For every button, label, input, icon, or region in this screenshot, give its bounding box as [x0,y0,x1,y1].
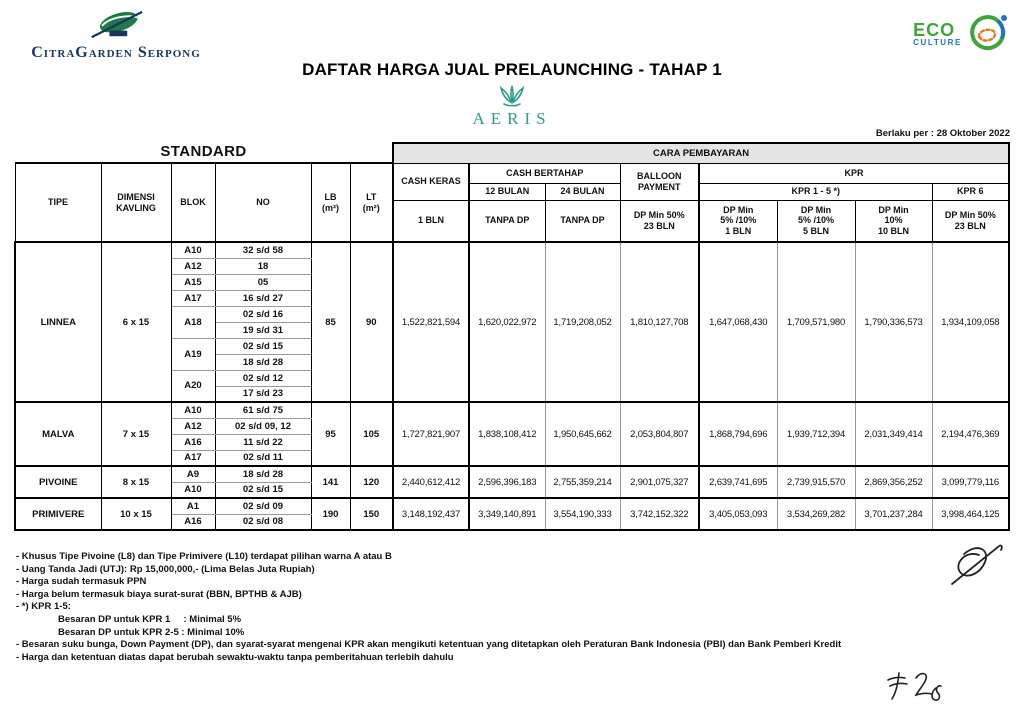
aeris-logo [0,84,1024,129]
no-cell: 02 s/d 08 [215,514,311,530]
lb-cell: 85 [311,242,350,402]
table-row [15,402,1009,418]
culture-wordmark: CULTURE [913,38,962,47]
footer-notes [16,551,1006,664]
lb-cell: 190 [311,498,350,530]
price-cell: 3,349,140,891 [469,498,545,530]
blok-cell: A10 [171,402,215,418]
note-line: - Harga belum termasuk biaya surat-surat (BBN, BPTHB & AJB) [16,588,302,600]
blok-cell: A16 [171,514,215,530]
price-cell: 2,869,356,252 [855,466,932,498]
blok-cell: A15 [171,274,215,290]
no-cell: 02 s/d 11 [215,450,311,466]
col-header-tipe: TIPE [15,163,101,242]
price-cell: 3,148,192,437 [393,498,469,530]
col-header-dp-kpr-1bln: DP Min 5% /10% 1 BLN [699,200,777,242]
no-cell: 18 s/d 28 [215,354,311,370]
tier-name-cell: MALVA [15,402,101,466]
price-cell: 3,099,779,116 [932,466,1009,498]
no-cell: 11 s/d 22 [215,434,311,450]
blok-cell: A10 [171,482,215,498]
price-cell: 1,950,645,662 [545,402,620,466]
signature-mark [948,540,1006,592]
eco-wordmark: ECO [913,20,956,40]
blok-cell: A16 [171,434,215,450]
note-line: - Harga dan ketentuan diatas dapat berubah sewaktu-waktu tanpa pemberitahuan terlebih dahulu [16,651,454,663]
aeris-leaf-icon [497,84,527,108]
no-cell: 18 [215,258,311,274]
tier-name-cell: PIVOINE [15,466,101,498]
no-cell: 02 s/d 16 [215,306,311,322]
blok-cell: A18 [171,306,215,338]
no-cell: 02 s/d 15 [215,482,311,498]
price-cell: 2,639,741,695 [699,466,777,498]
col-header-24-bulan: 24 BULAN [545,183,620,200]
note-line: - Harga sudah termasuk PPN [16,576,147,588]
lt-cell: 150 [350,498,393,530]
cara-pembayaran-header: CARA PEMBAYARAN [393,143,1009,163]
price-cell: 2,901,075,327 [620,466,699,498]
col-header-1-bln: 1 BLN [393,200,469,242]
blok-cell: A12 [171,258,215,274]
no-cell: 02 s/d 09 [215,498,311,514]
blok-cell: A9 [171,466,215,482]
price-cell: 3,405,053,093 [699,498,777,530]
col-header-dp-kpr-5bln: DP Min 5% /10% 5 BLN [777,200,855,242]
price-cell: 1,522,821,594 [393,242,469,402]
no-cell: 05 [215,274,311,290]
table-row [15,466,1009,482]
no-cell: 02 s/d 15 [215,338,311,354]
blok-cell: A17 [171,450,215,466]
price-cell: 2,739,915,570 [777,466,855,498]
col-header-dp-kpr6: DP Min 50% 23 BLN [932,200,1009,242]
price-cell: 2,194,476,369 [932,402,1009,466]
price-cell: 1,790,336,573 [855,242,932,402]
col-header-tanpa-dp-24: TANPA DP [545,200,620,242]
citragarden-logo [16,6,216,62]
valid-date-label: Berlaku per : 28 Oktober 2022 [875,128,1010,139]
note-line: Besaran DP untuk KPR 1 : Minimal 5% [58,613,242,625]
col-header-cash-keras: CASH KERAS [393,163,469,200]
price-cell: 3,701,237,284 [855,498,932,530]
no-cell: 32 s/d 58 [215,242,311,258]
lt-cell: 120 [350,466,393,498]
col-header-12-bulan: 12 BULAN [469,183,545,200]
price-cell: 1,939,712,394 [777,402,855,466]
lt-cell: 90 [350,242,393,402]
table-row [15,242,1009,258]
table-row [15,498,1009,514]
no-cell: 16 s/d 27 [215,290,311,306]
note-line: - Besaran suku bunga, Down Payment (DP), dan syarat-syarat mengenai KPR akan mengikuti ketentuan yang ditetapkan oleh Peraturan Bank Indonesia (PBI) dan Bank Pemberi Kredit [16,639,842,651]
no-cell: 02 s/d 09, 12 [215,418,311,434]
price-cell: 1,719,208,052 [545,242,620,402]
tier-name-cell: PRIMIVERE [15,498,101,530]
price-cell: 1,620,022,972 [469,242,545,402]
price-cell: 3,554,190,333 [545,498,620,530]
blok-cell: A20 [171,370,215,402]
price-cell: 2,031,349,414 [855,402,932,466]
col-header-kpr-6: KPR 6 [932,183,1009,200]
dimensi-kavling-cell: 8 x 15 [101,466,171,498]
no-cell: 17 s/d 23 [215,386,311,402]
blok-cell: A10 [171,242,215,258]
col-header-dp-kpr-10bln: DP Min 10% 10 BLN [855,200,932,242]
dimensi-kavling-cell: 7 x 15 [101,402,171,466]
handwritten-note-mark [880,666,952,708]
price-cell: 1,647,068,430 [699,242,777,402]
eco-culture-logo [913,12,1008,56]
price-cell: 2,755,359,214 [545,466,620,498]
price-cell: 2,440,612,412 [393,466,469,498]
price-cell: 3,742,152,322 [620,498,699,530]
col-header-kpr-1-5: KPR 1 - 5 *) [699,183,932,200]
price-table [14,142,1010,531]
col-header-no: NO [215,163,311,242]
col-header-dimensi-kavling: DIMENSI KAVLING [101,163,171,242]
eco-culture-icon [966,12,1008,56]
col-header-balloon-payment: BALLOON PAYMENT [620,163,699,200]
note-line: Besaran DP untuk KPR 2-5 : Minimal 10% [58,626,245,638]
price-table-body [15,242,1009,530]
no-cell: 18 s/d 28 [215,466,311,482]
note-line: - Khusus Tipe Pivoine (L8) dan Tipe Primivere (L10) terdapat pilihan warna A atau B [16,551,392,562]
tier-name-cell: LINNEA [15,242,101,402]
price-cell: 3,534,269,282 [777,498,855,530]
blok-cell: A19 [171,338,215,370]
standard-label: STANDARD [160,143,247,160]
col-header-dp-balloon: DP Min 50% 23 BLN [620,200,699,242]
lb-cell: 95 [311,402,350,466]
price-cell: 1,709,571,980 [777,242,855,402]
page-title: DAFTAR HARGA JUAL PRELAUNCHING - TAHAP 1 [302,60,722,79]
price-cell: 1,810,127,708 [620,242,699,402]
lt-cell: 105 [350,402,393,466]
dimensi-kavling-cell: 6 x 15 [101,242,171,402]
price-cell: 2,596,396,183 [469,466,545,498]
col-header-tanpa-dp-12: TANPA DP [469,200,545,242]
citragarden-wordmark: CitraGarden Serpong [31,44,201,61]
price-cell: 1,838,108,412 [469,402,545,466]
no-cell: 61 s/d 75 [215,402,311,418]
blok-cell: A12 [171,418,215,434]
aeris-wordmark: AERIS [472,109,552,128]
col-header-kpr: KPR [699,163,1009,183]
col-header-blok: BLOK [171,163,215,242]
blok-cell: A1 [171,498,215,514]
no-cell: 19 s/d 31 [215,322,311,338]
col-header-lt: LT (m²) [350,163,393,242]
blok-cell: A17 [171,290,215,306]
note-line: - Uang Tanda Jadi (UTJ): Rp 15,000,000,- (Lima Belas Juta Rupiah) [16,563,315,575]
price-cell: 3,998,464,125 [932,498,1009,530]
price-cell: 1,727,821,907 [393,402,469,466]
price-cell: 2,053,804,807 [620,402,699,466]
price-cell: 1,934,109,058 [932,242,1009,402]
col-header-cash-bertahap: CASH BERTAHAP [469,163,620,183]
note-line: - *) KPR 1-5: [16,601,71,613]
price-cell: 1,868,794,696 [699,402,777,466]
dimensi-kavling-cell: 10 x 15 [101,498,171,530]
col-header-lb: LB (m²) [311,163,350,242]
lb-cell: 141 [311,466,350,498]
no-cell: 02 s/d 12 [215,370,311,386]
citragarden-swoosh-icon [88,6,144,44]
